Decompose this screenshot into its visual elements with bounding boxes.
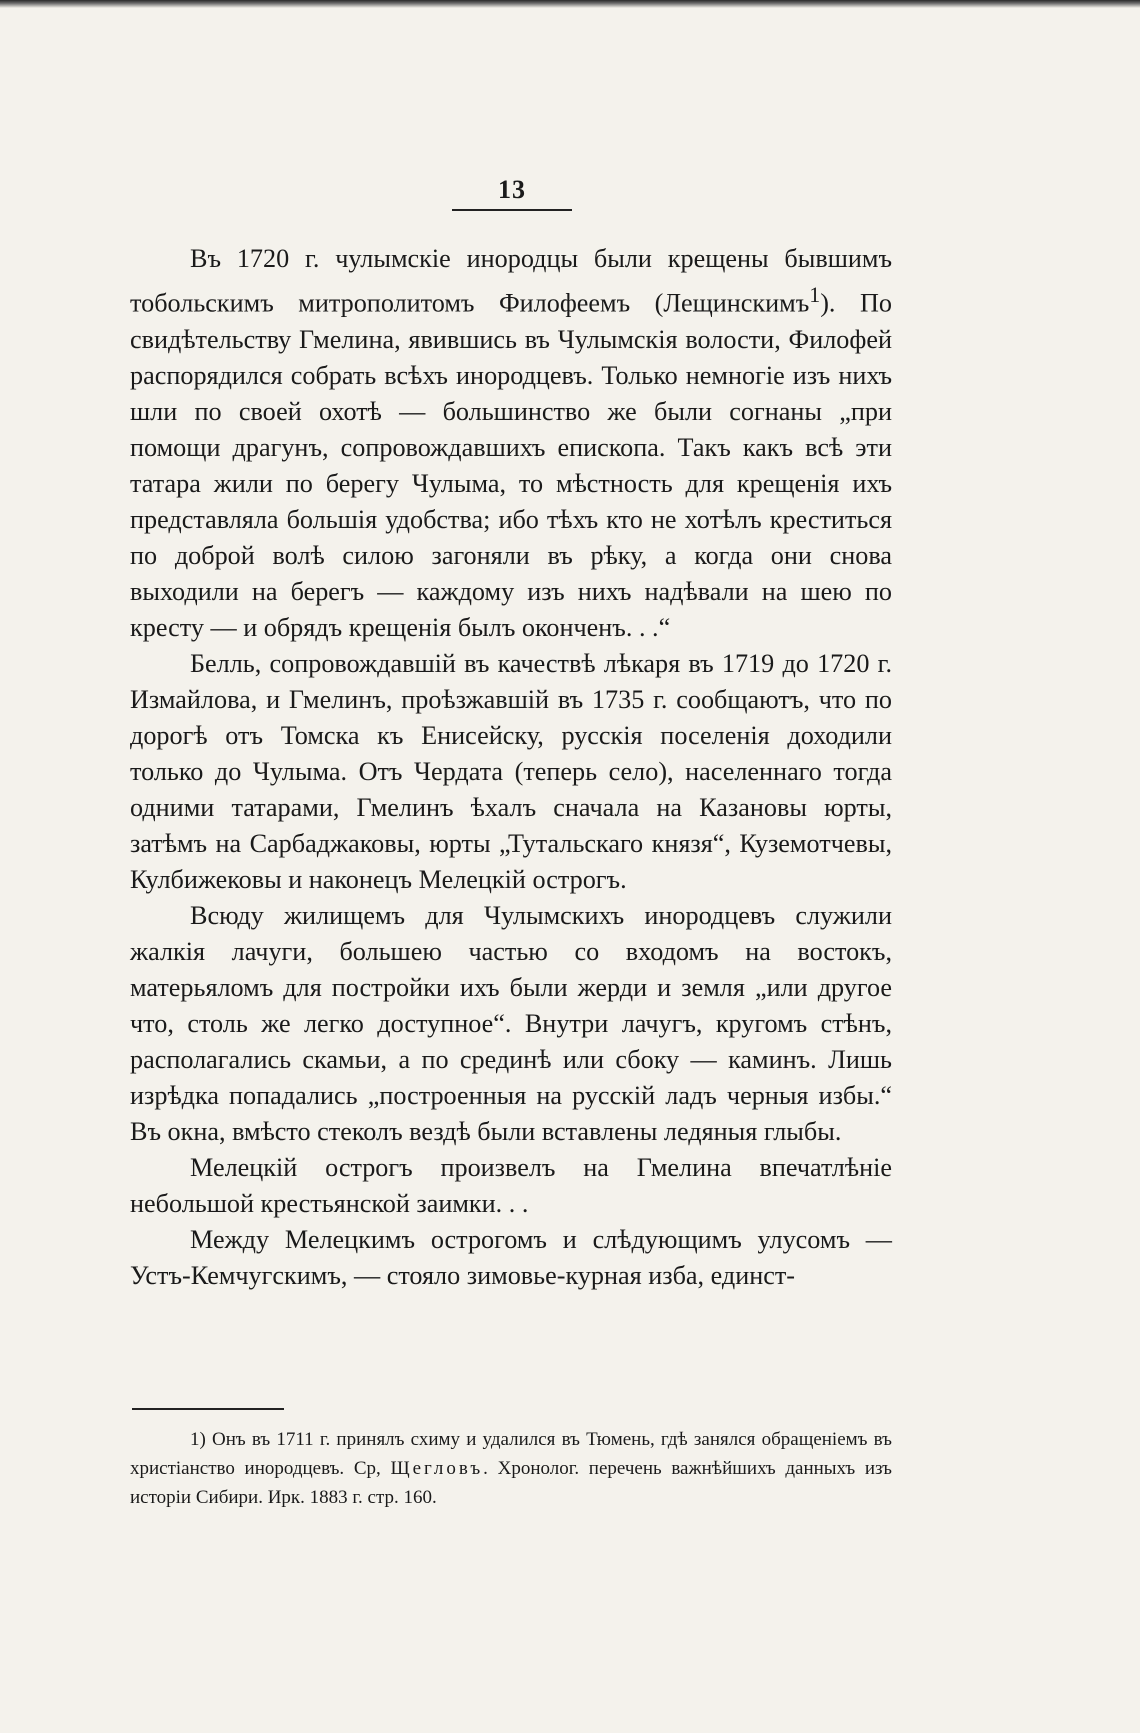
main-text	[130, 241, 892, 1294]
footnote	[130, 1425, 892, 1512]
footnote-author: Щегловъ	[390, 1458, 484, 1479]
footnote-text-after: . Хронолог. перечень важнѣйшихъ данныхъ изъ исторіи Сибири. Ирк. 1883 г. стр. 160.	[130, 1458, 892, 1508]
paragraph-1-part-2: ). По свидѣтельству Гмелина, явившись въ Чулымскія волости, Филофей распорядился собрать всѣхъ инородцевъ. Только немногіе изъ нихъ шли по своей охотѣ — большинство же были согнаны „при помощи драгунъ, сопровождавшихъ епископа. Такъ какъ всѣ эти татара жили по берегу Чулыма, то мѣстность для крещенія ихъ представляла большія удобства; ибо тѣхъ кто не хотѣлъ креститься по доброй волѣ силою загоняли въ рѣку, а когда они снова выходили на берегъ — каждому изъ нихъ надѣвали на шею по кресту — и обрядъ крещенія былъ оконченъ. . .“	[130, 288, 892, 642]
scan-top-edge	[0, 0, 1140, 8]
footnote-reference: 1	[809, 283, 821, 307]
paragraph-4: Мелецкій острогъ произвелъ на Гмелина впечатлѣніе небольшой крестьянской заимки. . .	[130, 1152, 892, 1218]
paragraph-1	[130, 241, 892, 646]
page-number-rule	[452, 209, 572, 211]
paragraph-1-part-1: Въ 1720 г. чулымскіе инородцы были крещены бывшимъ тобольскимъ митрополитомъ Филофеемъ (Лещинскимъ	[130, 244, 892, 318]
paragraph-3: Всюду жилищемъ для Чулымскихъ инородцевъ служили жалкія лачуги, большею частью со входомъ на востокъ, матерьяломъ для постройки ихъ были жерди и земля „или другое что, столь же легко доступное“. Внутри лачугъ, кругомъ стѣнъ, располагались скамьи, а по срединѣ или сбоку — каминъ. Лишь изрѣдка попадались „построенныя на русскій ладъ черныя избы.“ Въ окна, вмѣсто стеколъ вездѣ были вставлены ледяныя глыбы.	[130, 900, 892, 1146]
footnote-text-before: ) Онъ въ 1711 г. принялъ схиму и удалился въ Тюмень, гдѣ занялся обращеніемъ въ христіанство инородцевъ. Ср,	[130, 1429, 892, 1479]
footnote-rule	[132, 1408, 284, 1410]
footnote-marker: 1	[190, 1429, 200, 1450]
paragraph-5: Между Мелецкимъ острогомъ и слѣдующимъ улусомъ — Устъ-Кемчугскимъ, — стояло зимовье-курная изба, единст-	[130, 1224, 892, 1290]
paragraph-2: Белль, сопровождавшій въ качествѣ лѣкаря въ 1719 до 1720 г. Измайлова, и Гмелинъ, проѣзжавшій въ 1735 г. сообщаютъ, что по дорогѣ отъ Томска къ Енисейску, русскія поселенія доходили только до Чулыма. Отъ Чердата (теперь село), населеннаго тогда одними татарами, Гмелинъ ѣхалъ сначала на Казановы юрты, затѣмъ на Сарбаджаковы, юрты „Тутальскаго князя“, Куземотчевы, Кулбижековы и наконецъ Мелецкій острогъ.	[130, 648, 892, 894]
page-number: 13	[498, 175, 526, 204]
